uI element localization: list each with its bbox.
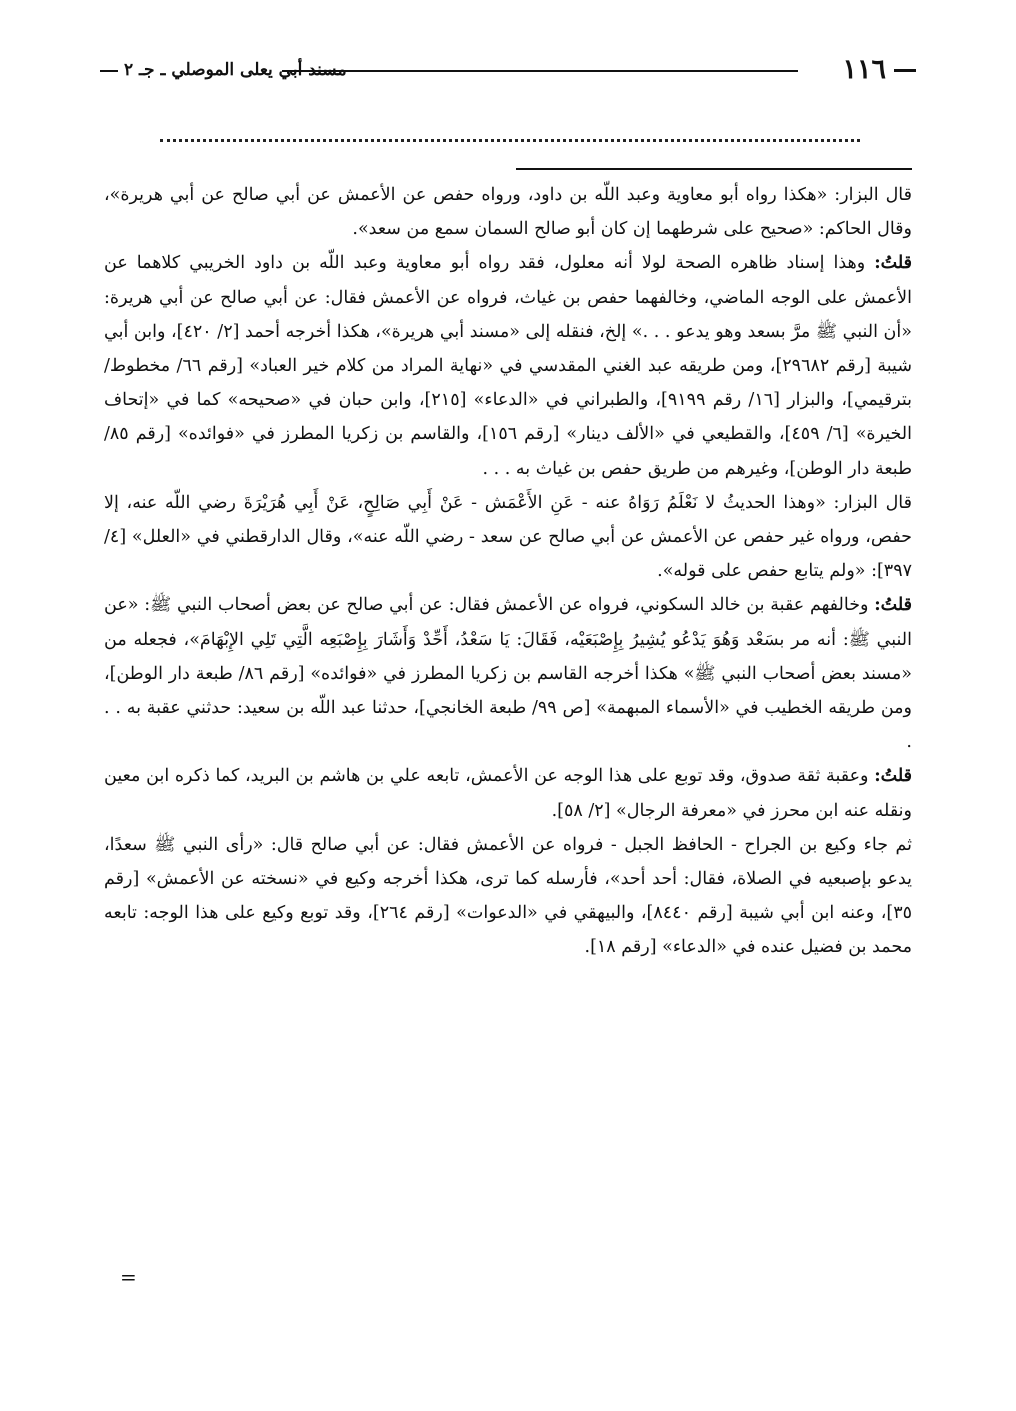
book-title: مسند أبي يعلى الموصلي ـ جـ ٢ (100, 50, 347, 90)
paragraph-text: قال البزار: «وهذا الحديثُ لا نَعْلَمُ رَوَاهُ عنه - عَنِ الأَعْمَش - عَنْ أَبِي صَالِحٍ، عَنْ أَبِي هُرَيْرَةَ رضي اللّه عنه، إلا حفص، ورواه غير حفص عن الأعمش عن أبي صالح عن سعد - رضي اللّه عنه»، وقال الدارقطني في «العلل» [٤/ ٣٩٧]: «ولم يتابع حفص على قوله». (104, 492, 912, 582)
paragraph-text: وخالفهم عقبة بن خالد السكوني، فرواه عن الأعمش فقال: عن أبي صالح عن بعض أصحاب النبي ﷺ: «عن النبي ﷺ: أنه مر بسَعْد وَهُوَ يَدْعُو يُشِيرُ بِإِصْبَعَيْه، فَقَالَ: يَا سَعْدُ، أَحِّدْ وَأَشَارَ بِإِصْبَعِه الَّتِي تَلِي الإِبْهَامَ»، فجعله من «مسند بعض أصحاب النبي ﷺ» هكذا أخرجه القاسم بن زكريا المطرز في «فوائده» [رقم ٨٦/ طبعة دار الوطن]، ومن طريقه الخطيب في «الأسماء المبهمة» [ص ٩٩/ طبعة الخانجي]، حدثنا عبد اللّه بن سعيد: حدثني عقبة به . . . (104, 595, 912, 753)
paragraph-lead: قلتُ: (874, 595, 912, 616)
page-number: ١١٦ (842, 50, 916, 90)
paragraph (104, 828, 912, 965)
footnote-rule (516, 168, 912, 170)
paragraph (104, 486, 912, 589)
paragraph-text: قال البزار: «هكذا رواه أبو معاوية وعبد اللّه بن داود، ورواه حفص عن الأعمش عن أبي صالح عن أبي هريرة»، وقال الحاكم: «صحيح على شرطهما إن كان أبو صالح السمان سمع من سعد». (104, 185, 912, 240)
paragraph-text: وهذا إسناد ظاهره الصحة لولا أنه معلول، فقد رواه أبو معاوية وعبد اللّه بن داود الخريبي كلاهما عن الأعمش على الوجه الماضي، وخالفهما حفص بن غياث، فرواه عن الأعمش فقال: عن أبي صالح عن أبي هريرة: «أن النبي ﷺ مرَّ بسعد وهو يدعو . . .» إلخ، فنقله إلى «مسند أبي هريرة»، هكذا أخرجه أحمد [٢/ ٤٢٠]، وابن أبي شيبة [رقم ٢٩٦٨٢]، ومن طريقه عبد الغني المقدسي في «نهاية المراد من كلام خير العباد» [رقم ٦٦/ مخطوط/ بترقيمي]، والبزار [١٦/ رقم ٩١٩٩]، والطبراني في «الدعاء» [٢١٥]، وابن حبان في «صحيحه» كما في «إتحاف الخيرة» [٦/ ٤٥٩]، والقطيعي في «الألف دينار» [رقم ١٥٦]، والقاسم بن زكريا المطرز في «فوائده» [رقم ٨٥/ طبعة دار الوطن]، وغيرهم من طريق حفص بن غياث به . . . (104, 253, 913, 479)
paragraph (104, 759, 912, 827)
paragraph-text: وعقبة ثقة صدوق، وقد توبع على هذا الوجه عن الأعمش، تابعه علي بن هاشم بن البريد، كما ذكره ابن معين ونقله عنه ابن محرز في «معرفة الرجال» [٢/ ٥٨]. (104, 766, 912, 821)
paragraph-lead: قلتُ: (874, 766, 912, 787)
paragraph-text: ثم جاء وكيع بن الجراح - الحافظ الجبل - فرواه عن الأعمش فقال: عن أبي صالح قال: «رأى النبي ﷺ سعدًا، يدعو بإصبعيه في الصلاة، فقال: أحد أحد»، فأرسله كما ترى، هكذا أخرجه وكيع في «نسخته عن الأعمش» [رقم ٣٥]، وعنه ابن أبي شيبة [رقم ٨٤٤٠]، والبيهقي في «الدعوات» [رقم ٢٦٤]، وقد توبع وكيع على هذا الوجه: تابعه محمد بن فضيل عنده في «الدعاء» [رقم ١٨]. (104, 834, 913, 958)
paragraph (104, 588, 912, 759)
paragraph (104, 178, 912, 246)
continuation-mark: = (120, 1265, 137, 1289)
header-rule (282, 70, 798, 72)
running-header (100, 50, 916, 90)
paragraph (104, 246, 912, 485)
dotted-separator (160, 119, 860, 142)
paragraph-lead: قلتُ: (874, 253, 912, 274)
footnote-text (104, 178, 912, 965)
